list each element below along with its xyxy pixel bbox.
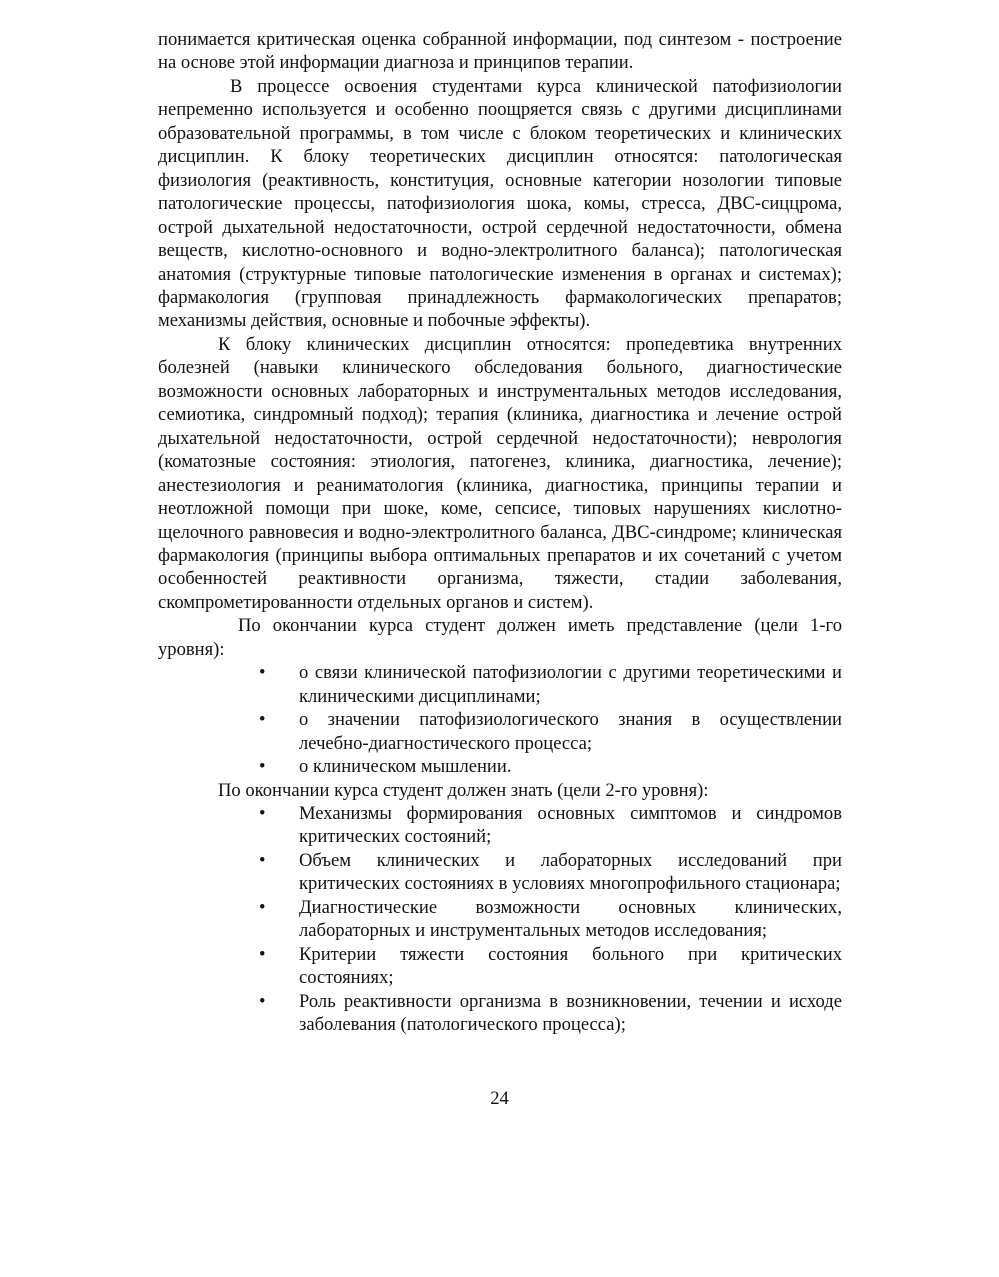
level1-goals-list (158, 661, 842, 778)
list-item-text: Объем клинических и лабораторных исследований при критических состояниях в условиях многопрофильного стационара; (299, 849, 842, 895)
bullet-marker: • (259, 756, 266, 778)
list-item (158, 708, 842, 755)
list-item (158, 943, 842, 990)
list-item-text: о значении патофизиологического знания в осуществлении лечебно-диагностического процесса; (299, 709, 842, 754)
bullet-marker: • (259, 849, 266, 871)
page-number: 24 (490, 1088, 509, 1109)
document-page (158, 28, 842, 1036)
list-item-text: Роль реактивности организма в возникновении, течении и исходе заболевания (патологического процесса); (299, 990, 842, 1036)
list-item-text: Диагностические возможности основных клинических, лабораторных и инструментальных методов исследования; (299, 896, 842, 942)
bullet-marker: • (259, 896, 266, 918)
paragraph-continuation: понимается критическая оценка собранной информации, под синтезом - построение на основе этой информации диагноза и принципов терапии. (158, 29, 842, 74)
list-item (158, 896, 842, 943)
list-item (158, 661, 842, 708)
paragraph-clinical-disciplines: К блоку клинических дисциплин относятся: пропедевтика внутренних болезней (навыки клинического обследования больного, диагностические возможности основных лабораторных и инструментальных методов исследования, семиотика, синдромный подход); терапия (клиника, диагностика и лечение острой дыхательной недостаточности, острой сердечной недостаточности); неврология (коматозные состояния: этиология, патогенез, клиника, диагностика, лечение); анестезиология и реаниматология (клиника, диагностика, принципы терапии и неотложной помощи при шоке, коме, сепсисе, типовых нарушениях кислотно-щелочного равновесия и водно-электролитного баланса, ДВС-синдроме; клиническая фармакология (принципы выбора оптимальных препаратов и их сочетаний с учетом особенностей реактивности организма, тяжести, стадии заболевания, скомпрометированности отдельных органов и систем). (158, 333, 842, 613)
bullet-marker: • (259, 709, 266, 731)
list-item (158, 849, 842, 896)
bullet-marker: • (259, 943, 266, 965)
list-item-text: Критерии тяжести состояния больного при критических состояниях; (299, 943, 842, 989)
paragraph-level2-lead: По окончании курса студент должен знать (цели 2-го уровня): (218, 779, 709, 801)
paragraph-related-disciplines: В процессе освоения студентами курса клинической патофизиологии непременно используется и особенно поощряется связь с другими дисциплинами образовательной программы, в том числе с блоком теоретических и клинических дисциплин. К блоку теоретических дисциплин относятся: патологическая физиология (реактивность, конституция, основные категории нозологии типовые патологические процессы, патофизиология шока, комы, стресса, ДВС-сиццрома, острой дыхательной недостаточности, острой сердечной недостаточности, обмена веществ, кислотно-основного и водно-электролитного баланса); патологическая анатомия (структурные типовые патологические изменения в органах и системах); фармакология (групповая принадлежность фармакологических препаратов; механизмы действия, основные и побочные эффекты). (158, 75, 842, 332)
list-item (158, 755, 842, 778)
bullet-marker: • (259, 662, 266, 684)
list-item (158, 802, 842, 849)
bullet-marker: • (259, 802, 266, 824)
level2-goals-list (158, 802, 842, 1037)
paragraph-level1-lead: По окончании курса студент должен иметь представление (цели 1-го уровня): (158, 615, 842, 660)
list-item-text: о связи клинической патофизиологии с другими теоретическими и клиническими дисциплинами; (299, 662, 842, 707)
bullet-marker: • (259, 990, 266, 1012)
list-item-text: Механизмы формирования основных симптомов и синдромов критических состояний; (299, 802, 842, 848)
list-item-text: о клиническом мышлении. (299, 756, 512, 778)
list-item (158, 990, 842, 1037)
